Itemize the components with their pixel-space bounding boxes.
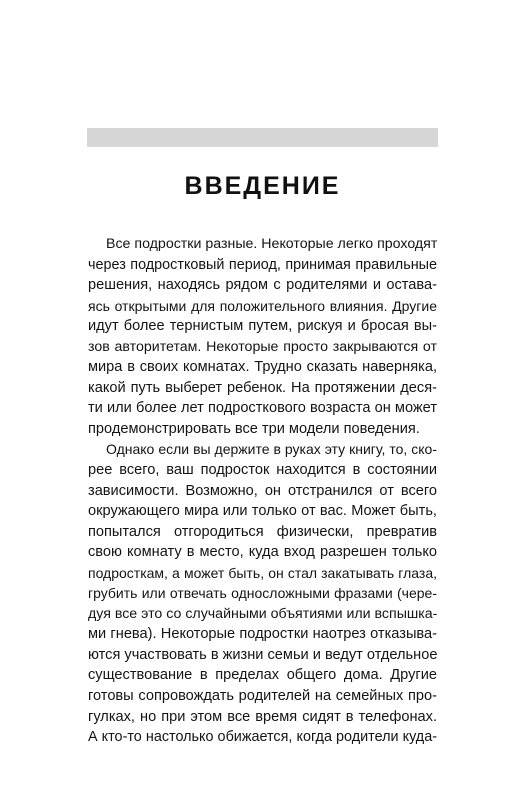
chapter-body	[88, 234, 437, 748]
text-line: подросткам, а может быть, он стал закатывать глаза,	[88, 564, 437, 581]
text-line: зов авторитетам. Некоторые просто закрываются от	[88, 338, 437, 355]
text-line: идут более тернистым путем, рискуя и бросая вы-	[88, 318, 437, 335]
paragraph-2	[88, 439, 437, 747]
text-line: существование в пределах общего дома. Другие	[88, 667, 437, 684]
text-line: через подростковый период, принимая правильные	[88, 256, 437, 273]
text-line: гулках, но при этом все время сидят в телефонах.	[88, 708, 437, 725]
text-line: ми гнева). Некоторые подростки наотрез отказыва-	[88, 626, 437, 643]
text-line: готовы сопровождать родителей на семейных про-	[88, 688, 437, 705]
chapter-header-bar	[87, 128, 438, 147]
text-line: дуя все это со случайными объятиями или вспышка-	[88, 605, 438, 622]
text-line: грубить или отвечать односложными фразами (чере-	[88, 585, 437, 602]
text-line: А кто-то настолько обижается, когда родители куда-	[88, 729, 437, 746]
text-line: попытался отгородиться физически, превратив	[88, 523, 437, 540]
text-line: свою комнату в место, куда вход разрешен только	[88, 544, 437, 561]
text-line: ясь открытыми для положительного влияния. Другие	[88, 297, 437, 314]
text-line: решения, находясь рядом с родителями и остава-	[88, 277, 437, 294]
text-line: ются участвовать в жизни семьи и ведут отдельное	[88, 646, 438, 663]
text-line: Все подростки разные. Некоторые легко проходят	[106, 236, 438, 252]
text-line: мира в своих комнатах. Трудно сказать наверняка,	[88, 359, 437, 376]
text-line: какой путь выберет ребенок. На протяжении деся-	[88, 379, 437, 396]
chapter-title: ВВЕДЕНИЕ	[184, 172, 341, 200]
text-line: ти или более лет подросткового возраста он может	[88, 400, 437, 417]
text-line: продемонстрировать все три модели поведения.	[88, 420, 420, 437]
text-line: зависимости. Возможно, он отстранился от всего	[88, 482, 437, 499]
text-line: окружающего мира или только от вас. Может быть,	[88, 503, 437, 520]
paragraph-1	[88, 234, 437, 439]
text-line: рее всего, ваш подросток находится в состоянии	[88, 462, 437, 479]
text-line: Однако если вы держите в руках эту книгу, то, ско-	[106, 441, 437, 458]
